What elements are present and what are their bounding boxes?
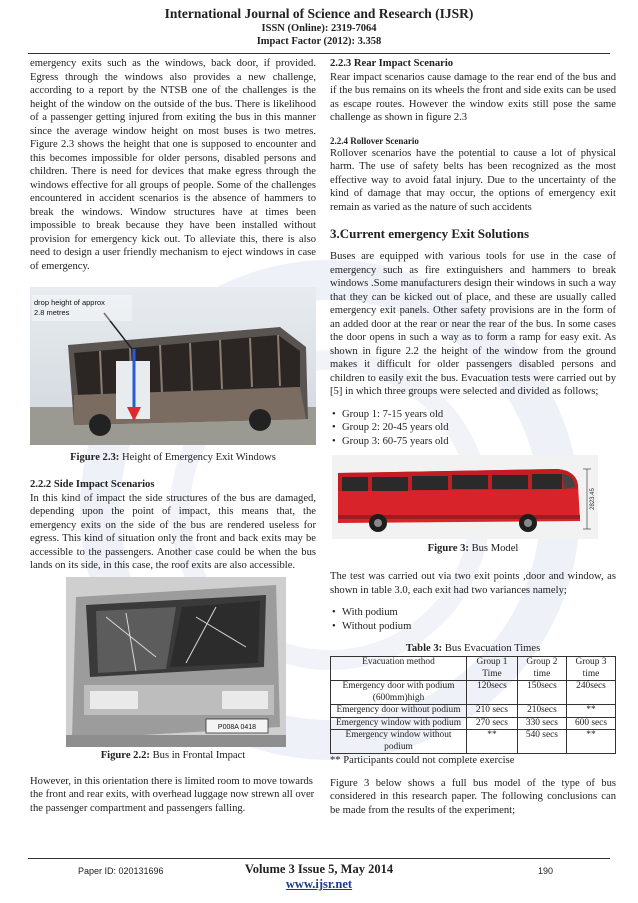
table-cell: ** — [566, 730, 615, 754]
figure-2-3-image — [30, 287, 316, 445]
figure-2-3-caption: Figure 2.3: Height of Emergency Exit Windows — [70, 452, 276, 463]
website-link[interactable]: www.ijsr.net — [285, 877, 353, 891]
journal-header — [0, 6, 638, 48]
journal-footer — [0, 862, 638, 892]
figure-3-bus-model — [332, 455, 598, 539]
table-note: ** Participants could not complete exercise — [330, 755, 515, 766]
table-header-cell: Evacuation method — [331, 657, 467, 681]
right-paragraph-5: Figure 3 below shows a full bus model of the type of bus considered in this research paper. The following conclusions can be made from the results of the experiment; — [330, 777, 616, 816]
figure-2-2-caption: Figure 2.2: Bus in Frontal Impact — [100, 749, 246, 761]
right-paragraph-1: Rear impact scenarios cause damage to the rear end of the bus and if the bus remains on its wheels the front and side exits can be used as escape routes. However the window exits still pose the same challenge as shown in figure 2.3 — [330, 71, 616, 123]
section-2-2-2-heading: 2.2.2 Side Impact Scenarios — [30, 479, 155, 490]
table-cell: ** — [467, 730, 518, 754]
left-column — [30, 57, 316, 815]
table-cell: 120secs — [467, 681, 518, 705]
left-paragraph-2: In this kind of impact the side structures of the bus are damaged, depending upon the point of impact, this means that, the emergency exits on the side of the bus are rendered useless for egress. This kind of situation only the front and back exits may be accessible to the passengers. Another case could be when the bus lands on its side, in this case, the roof exits are also accessible. — [30, 492, 316, 571]
table-row — [331, 705, 616, 718]
figure-2-2-image — [66, 577, 286, 747]
table-header-cell: Group 2 time — [517, 657, 566, 681]
list-item: • Group 3: 60-75 years old — [330, 435, 616, 449]
table-row — [331, 681, 616, 705]
fig23-annotation-line2: 2.8 metres — [34, 308, 70, 317]
table-cell: 270 secs — [467, 717, 518, 730]
table-cell: Emergency door without podium — [331, 705, 467, 718]
table-cell: Emergency door with podium (600mm)high — [331, 681, 467, 705]
table-3-caption: Table 3: Bus Evacuation Times — [405, 643, 541, 654]
table-row — [331, 730, 616, 754]
journal-title: International Journal of Science and Research (IJSR) — [164, 6, 474, 21]
journal-impact-factor: Impact Factor (2012): 3.358 — [256, 36, 382, 47]
header-rule — [28, 53, 610, 54]
table-cell: ** — [566, 705, 615, 718]
variance-list — [330, 606, 616, 633]
left-paragraph-3: However, in this orientation there is limited room to move towards the front and rear exits, with overhead luggage now strewn all over the passenger compartment and passengers falling. — [30, 775, 315, 814]
right-column — [330, 57, 616, 817]
footer-rule — [28, 858, 610, 859]
bus-evacuation-table — [330, 656, 616, 754]
table-header-cell: Group 1 Time — [467, 657, 518, 681]
figure-3-caption: Figure 3: Bus Model — [427, 543, 519, 554]
journal-issn: ISSN (Online): 2319-7064 — [261, 23, 377, 34]
section-2-2-4-heading: 2.2.4 Rollover Scenario — [330, 135, 419, 146]
table-header-cell: Group 3 time — [566, 657, 615, 681]
right-paragraph-2: Rollover scenarios have the potential to cause a lot of physical harm. The use of safety belts has been recognized as the most effective way to avoid fatal injury. Due to the uncertainty of the kind of damage that may occur, the options of emergency exit remain as varied as the nature of such accidents — [330, 147, 616, 213]
table-cell: 210 secs — [467, 705, 518, 718]
table-cell: Emergency window with podium — [331, 717, 467, 730]
list-item: • Group 2: 20-45 years old — [330, 421, 616, 435]
fig22-plate: P008A 0418 — [217, 723, 257, 731]
fig3-dimension-label: 2823.45 — [590, 488, 596, 510]
table-row — [331, 717, 616, 730]
section-3-heading: 3.Current emergency Exit Solutions — [330, 226, 530, 241]
right-paragraph-3: Buses are equipped with various tools for use in the case of emergency such as fire extinguishers and hammers to break windows .Some manufacturers design their windows in such a way that they can be kicked out of place, and these are usually called emergency exit panels. Other safety provisions are in the form of an added door at the rear or near the rear of the bus. In some cases the door opens in such a way as to form a ramp for easy exit. As shown in figure 2.2 the height of the window from the ground makes it difficult for older passengers disabled persons and children to easily exit the bus. Evacuation tests were carried out by [5] in which three groups were selected and divided as follows; — [330, 251, 616, 397]
table-cell: 600 secs — [566, 717, 615, 730]
table-cell: 540 secs — [517, 730, 566, 754]
right-paragraph-4: The test was carried out via two exit points ,door and window, as shown in table 3.0, each exit had two variances namely; — [330, 571, 616, 596]
table-cell: 240secs — [566, 681, 615, 705]
list-item: • With podium — [330, 606, 616, 620]
volume-issue: Volume 3 Issue 5, May 2014 — [244, 862, 394, 876]
table-cell: 210secs — [517, 705, 566, 718]
left-paragraph-1: emergency exits such as the windows, back door, if provided. Egress through the windows also provides a new challenge, according to a report by the NTSB one of the challenges is the height of the window on the outside of the bus. There is likelihood of a passenger getting injured from exiting the bus in this manner since the average window height on most buses is two metres. Figure 2.3 shows the height that one is supposed to encounter and this becomes impossible for older persons, disabled persons and children. There is need for devices that make egress through the windows effective for all groups of people. Some of the challenges encountered in accident scenarios is the absence of hammers to break the windows. Window structures have at times been impossible to break because they have been installed without provision for emergency kick out. To alleviate this, there is also need to design a user friendly mechanism to eject windows in case of emergency. — [30, 58, 316, 272]
fig23-annotation-line1: drop height of approx — [34, 298, 105, 307]
section-2-2-3-heading: 2.2.3 Rear Impact Scenario — [330, 58, 454, 69]
page-number: 190 — [538, 866, 554, 876]
table-cell: 150secs — [517, 681, 566, 705]
table-header-row — [331, 657, 616, 681]
table-cell: 330 secs — [517, 717, 566, 730]
list-item: • Group 1: 7-15 years old — [330, 408, 616, 422]
paper-id: Paper ID: 020131696 — [78, 866, 164, 876]
list-item: • Without podium — [330, 620, 616, 634]
age-group-list — [330, 408, 616, 449]
table-cell: Emergency window without podium — [331, 730, 467, 754]
